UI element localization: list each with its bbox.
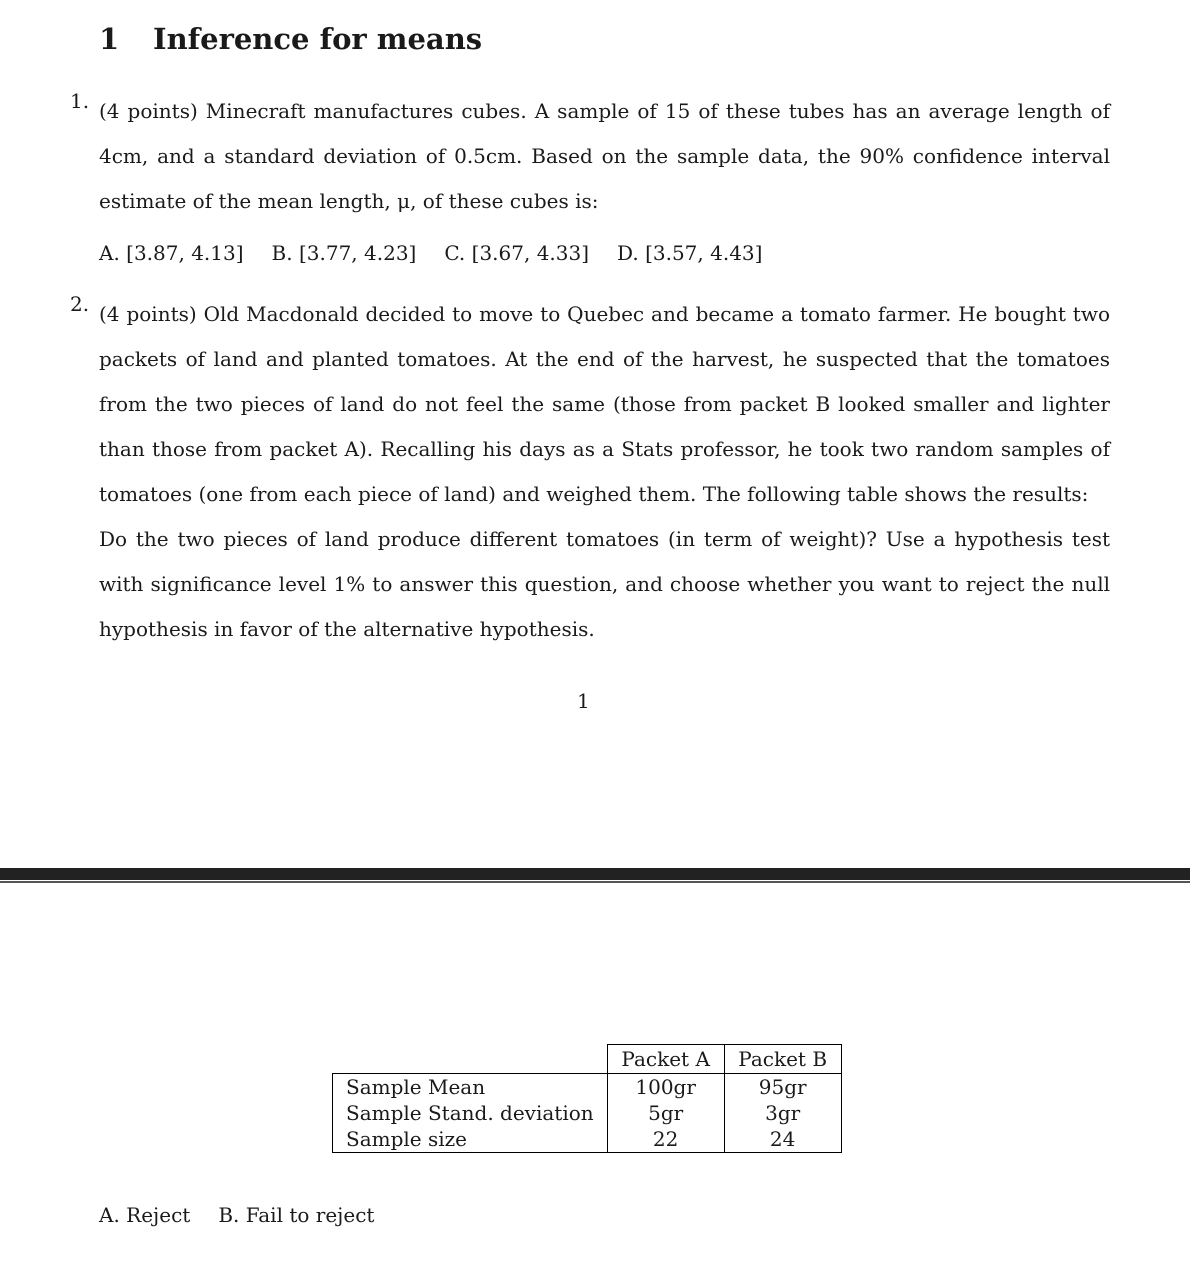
question-1-choices: [99, 241, 790, 265]
question-1: [70, 89, 1110, 224]
results-table: [332, 1044, 842, 1153]
table-row: [333, 1074, 842, 1101]
page-separator: [0, 866, 1190, 884]
page-number: 1: [577, 689, 590, 713]
table-cell: 5gr: [607, 1100, 724, 1126]
question-2-choice-b: B. Fail to reject: [218, 1203, 375, 1227]
question-2-followup: Do the two pieces of land produce different tomatoes (in term of weight)? Use a hypothesis test with significance level 1% to answer this question, and choose whether you want to reject the null hypothesis in favor of the alternative hypothesis.: [99, 527, 1110, 641]
section-number: 1: [99, 22, 120, 56]
table-cell: 22: [607, 1126, 724, 1153]
question-2: [70, 292, 1110, 652]
table-cell: 3gr: [724, 1100, 841, 1126]
table-header-packet-b: Packet B: [724, 1045, 841, 1074]
question-1-choice-b: B. [3.77, 4.23]: [271, 241, 417, 265]
table-cell: 100gr: [607, 1074, 724, 1101]
question-1-choice-d: D. [3.57, 4.43]: [617, 241, 763, 265]
section-heading: [99, 22, 482, 56]
table-header-row: [333, 1045, 842, 1074]
table-cell: 95gr: [724, 1074, 841, 1101]
table-header-empty: [333, 1045, 608, 1074]
question-2-text: (4 points) Old Macdonald decided to move to Quebec and became a tomato farmer. He bought two packets of land and planted tomatoes. At the end of the harvest, he suspected that the tomatoes from the two pieces of land do not feel the same (those from packet B looked smaller and lighter than those from packet A). Recalling his days as a Stats professor, he took two random samples of tomatoes (one from each piece of land) and weighed them. The following table shows the results:: [99, 302, 1110, 506]
question-1-choice-c: C. [3.67, 4.33]: [444, 241, 590, 265]
question-2-label: 2.: [70, 292, 90, 316]
question-2-choice-a: A. Reject: [99, 1203, 191, 1227]
table-row-label: Sample size: [333, 1126, 608, 1153]
section-title: Inference for means: [153, 22, 483, 56]
question-1-label: 1.: [70, 89, 90, 113]
table-row-label: Sample Mean: [333, 1074, 608, 1101]
table-header-packet-a: Packet A: [607, 1045, 724, 1074]
table-row: [333, 1126, 842, 1153]
question-1-choice-a: A. [3.87, 4.13]: [99, 241, 244, 265]
question-1-text: (4 points) Minecraft manufactures cubes. A sample of 15 of these tubes has an average length of 4cm, and a standard deviation of 0.5cm. Based on the sample data, the 90% confidence interval estimate of the mean length, μ, of these cubes is:: [99, 99, 1110, 213]
table-row-label: Sample Stand. deviation: [333, 1100, 608, 1126]
table-cell: 24: [724, 1126, 841, 1153]
question-2-choices: [99, 1203, 402, 1227]
table-row: [333, 1100, 842, 1126]
